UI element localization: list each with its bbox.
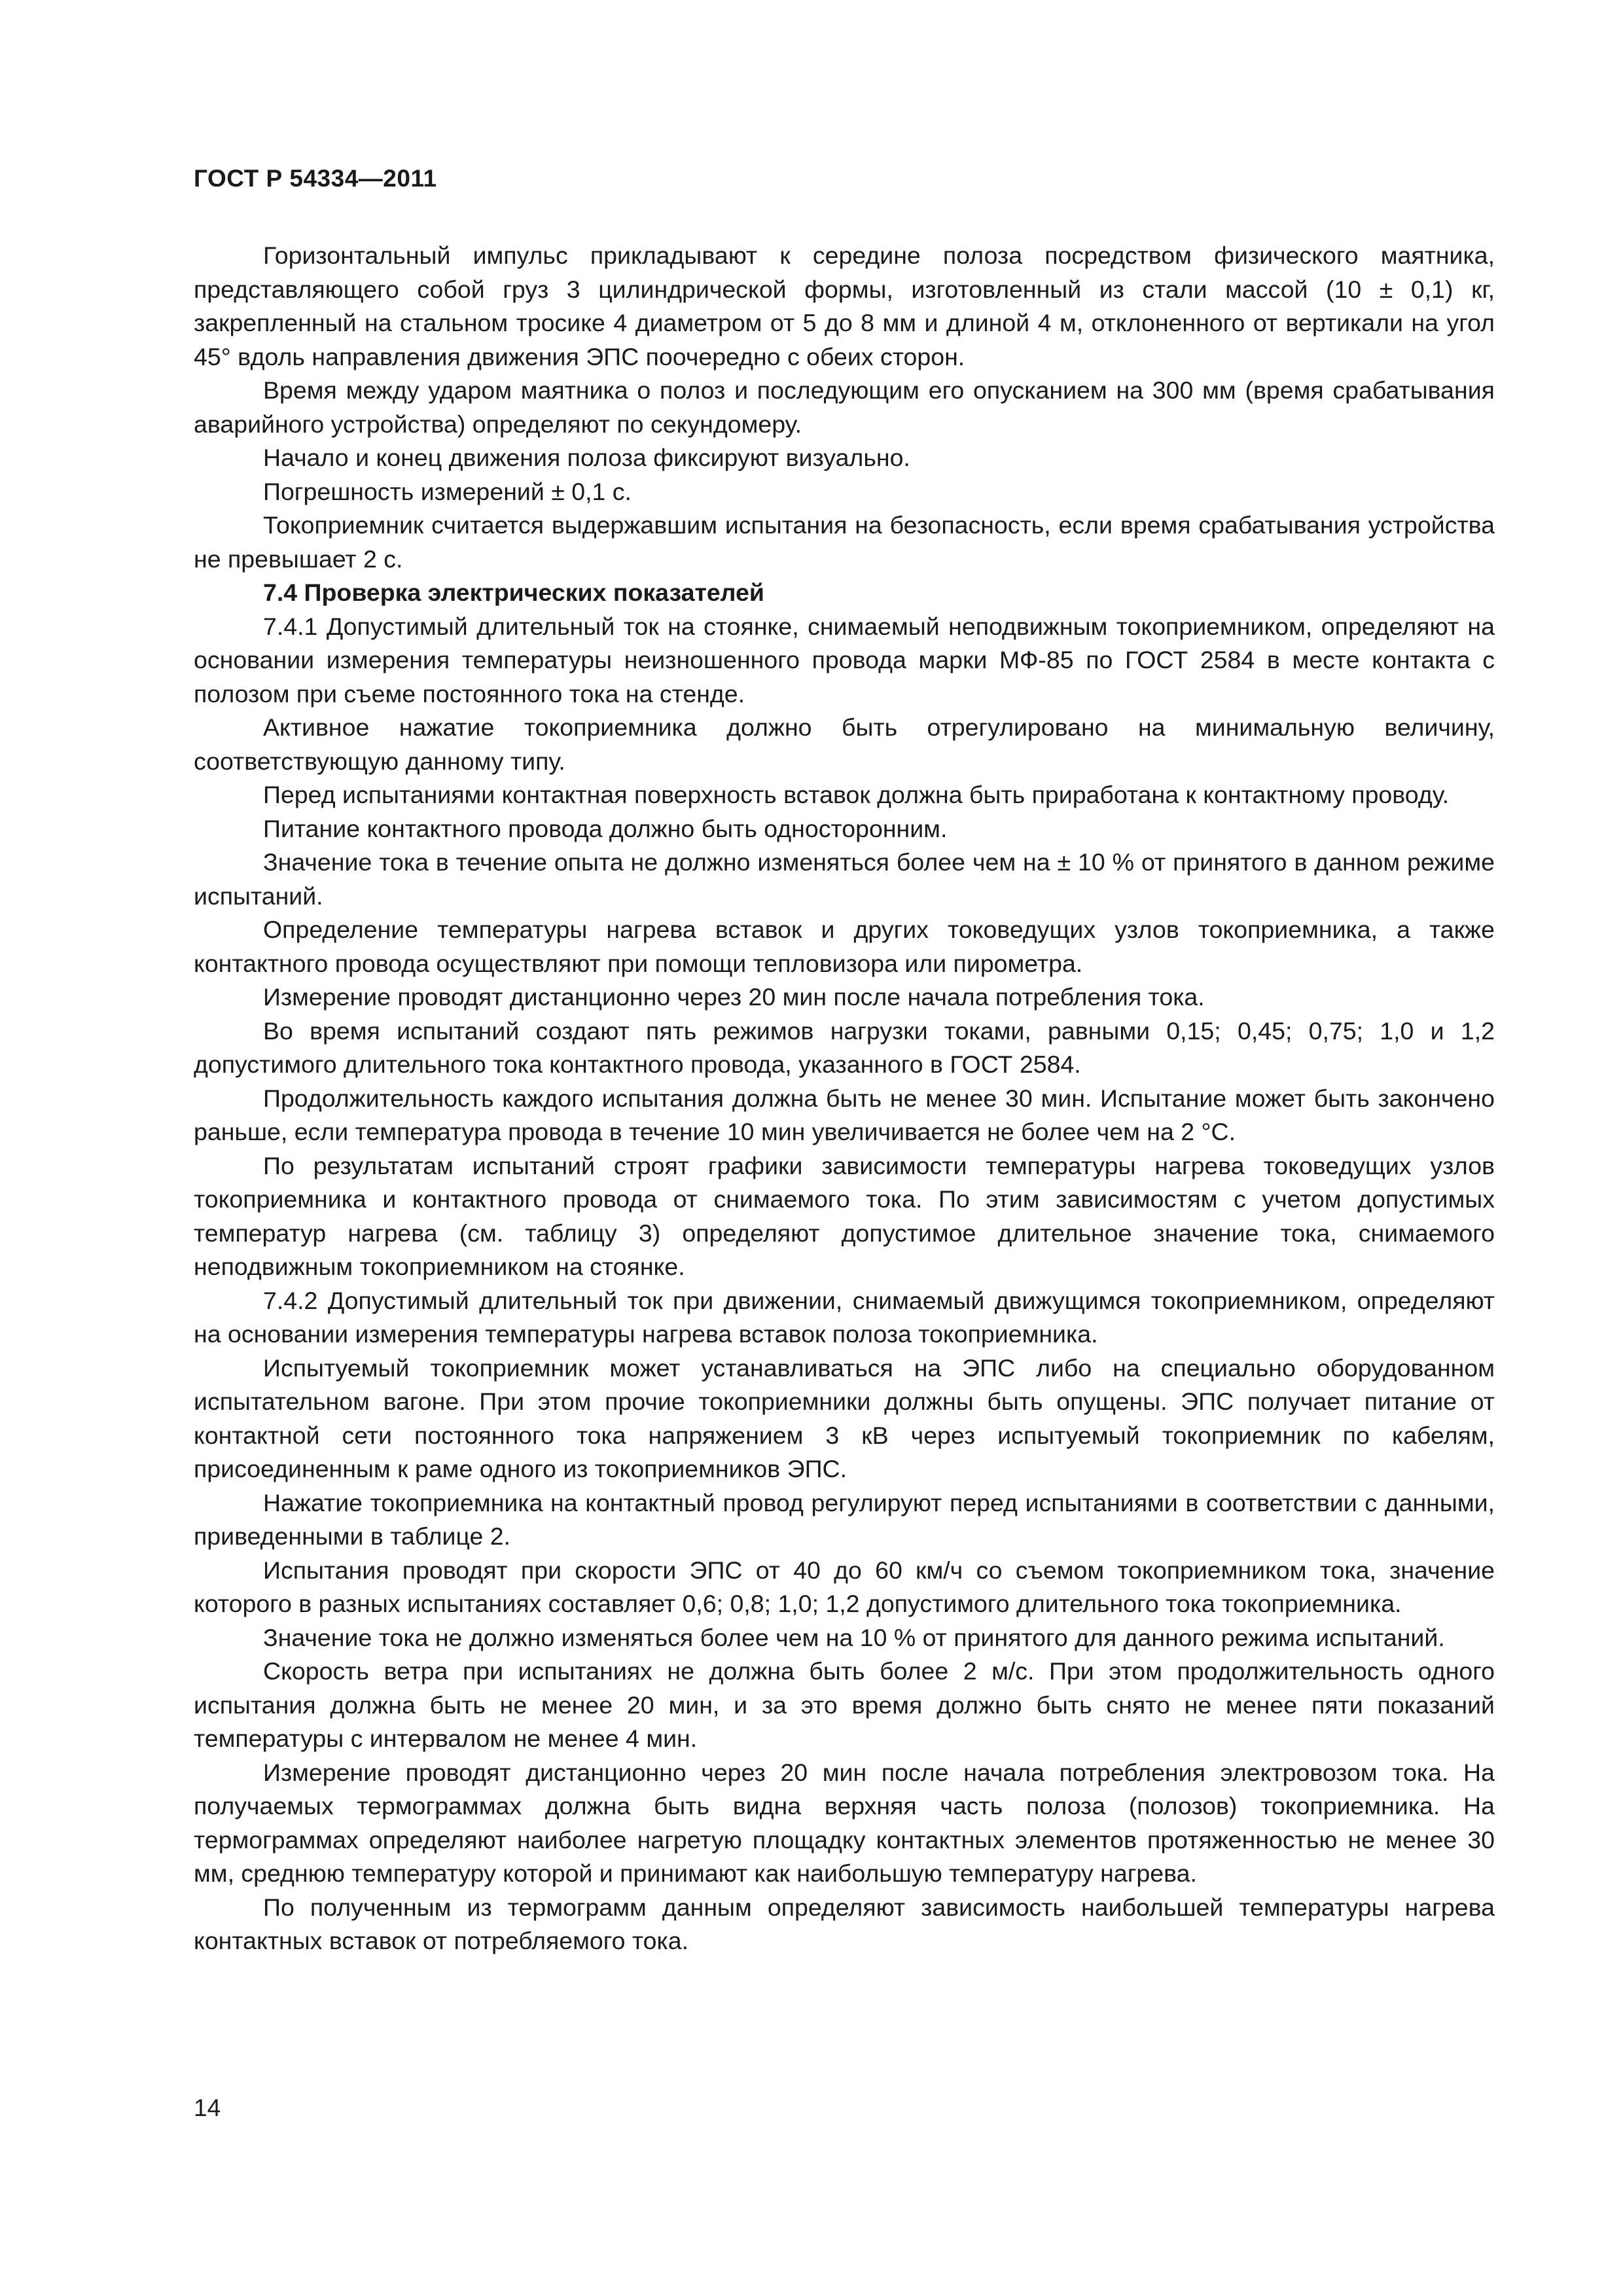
paragraph-7-4-1: 7.4.1 Допустимый длительный ток на стоянке, снимаемый неподвижным токоприемником, определяют на основании измерения температуры неизношенного провода марки МФ-85 по ГОСТ 2584 в месте контакта с полозом при съеме постоянного тока на стенде. (194, 612, 1495, 708)
paragraph-safety-criterion: Токоприемник считается выдержавшим испытания на безопасность, если время срабатывания устройства не превышает 2 с. (194, 511, 1495, 573)
paragraph-active-pressure: Активное нажатие токоприемника должно быть отрегулировано на минимальную величину, соответствующую данному типу. (194, 713, 1495, 775)
paragraph-current-stability: Значение тока не должно изменяться более чем на 10 % от принятого для данного режима испытаний. (263, 1623, 1445, 1651)
paragraph-temperature-method: Определение температуры нагрева вставок и других токоведущих узлов токоприемника, а также контактного провода осуществляют при помощи тепловизора или пирометра. (194, 916, 1495, 977)
paragraph-wind-speed: Скорость ветра при испытаниях не должна быть более 2 м/с. При этом продолжительность одного испытания должна быть не менее 20 мин, и за это время должно быть снято не менее пяти показаний температуры с интервалом не менее 4 мин. (194, 1657, 1495, 1752)
paragraph-pendulum-impulse: Горизонтальный импульс прикладывают к середине полоза посредством физического маятника, представляющего собой груз 3 цилиндрической формы, изготовленный из стали массой (10 ± 0,1) кг, закрепленный на стальном тросике 4 диаметром от 5 до 8 мм и длиной 4 м, отклоненного от вертикали на угол 45° вдоль направления движения ЭПС поочередно с обеих сторон. (194, 242, 1495, 370)
paragraph-7-4-2: 7.4.2 Допустимый длительный ток при движении, снимаемый движущимся токоприемником, определяют на основании измерения температуры нагрева вставок полоза токоприемника. (194, 1286, 1495, 1348)
paragraph-remote-measurement: Измерение проводят дистанционно через 20 мин после начала потребления тока. (263, 983, 1205, 1011)
paragraph-visual-fixation: Начало и конец движения полоза фиксируют визуально. (263, 444, 910, 471)
paragraph-response-time: Время между ударом маятника о полоз и последующим его опусканием на 300 мм (время срабатывания аварийного устройства) определяют по секундомеру. (194, 376, 1495, 438)
paragraph-thermograms: Измерение проводят дистанционно через 20 мин после начала потребления электровозом тока. На получаемых термограммах должна быть видна верхняя часть полоза (полозов) токоприемника. На термограммах определяют наиболее нагретую площадку контактных элементов протяженностью не менее 30 мм, среднюю температуру которой и принимают как наибольшую температуру нагрева. (194, 1758, 1495, 1887)
paragraph-graphs: По результатам испытаний строят графики зависимости температуры нагрева токоведущих узлов токоприемника и контактного провода от снимаемого тока. По этим зависимостям с учетом допустимых температур нагрева (см. таблицу 3) определяют допустимое длительное значение тока, снимаемого неподвижным токоприемником на стоянке. (194, 1151, 1495, 1280)
page-number: 14 (194, 2094, 221, 2121)
standard-designation: ГОСТ Р 54334—2011 (194, 165, 437, 192)
paragraph-load-modes: Во время испытаний создают пять режимов нагрузки токами, равными 0,15; 0,45; 0,75; 1,0 и 1,2 допустимого длительного тока контактного провода, указанного в ГОСТ 2584. (194, 1016, 1495, 1078)
paragraph-test-duration: Продолжительность каждого испытания должна быть не менее 30 мин. Испытание может быть закончено раньше, если температура провода в течение 10 мин увеличивается не более чем на 2 °С. (194, 1084, 1495, 1145)
paragraph-power-supply: Питание контактного провода должно быть односторонним. (263, 814, 948, 842)
paragraph-measurement-error: Погрешность измерений ± 0,1 с. (263, 477, 632, 505)
paragraph-insert-preparation: Перед испытаниями контактная поверхность вставок должна быть приработана к контактному проводу. (263, 781, 1450, 808)
paragraph-dependency: По полученным из термограмм данным определяют зависимость наибольшей температуры нагрева контактных вставок от потребляемого тока. (194, 1893, 1495, 1954)
paragraph-speed-conditions: Испытания проводят при скорости ЭПС от 40 до 60 км/ч со съемом токоприемником тока, значение которого в разных испытаниях составляет 0,6; 0,8; 1,0; 1,2 допустимого длительного тока токоприемника. (194, 1556, 1495, 1617)
section-heading-7-4: 7.4 Проверка электрических показателей (263, 579, 764, 606)
paragraph-test-setup: Испытуемый токоприемник может устанавливаться на ЭПС либо на специально оборудованном испытательном вагоне. При этом прочие токоприемники должны быть опущены. ЭПС получает питание от контактной сети постоянного тока напряжением 3 кВ через испытуемый токоприемник по кабелям, присоединенным к раме одного из токоприемников ЭПС. (194, 1354, 1495, 1482)
document-body (194, 239, 1495, 1958)
paragraph-current-tolerance: Значение тока в течение опыта не должно изменяться более чем на ± 10 % от принятого в данном режиме испытаний. (194, 848, 1495, 910)
paragraph-pressure-regulation: Нажатие токоприемника на контактный провод регулируют перед испытаниями в соответствии с данными, приведенными в таблице 2. (194, 1488, 1495, 1550)
